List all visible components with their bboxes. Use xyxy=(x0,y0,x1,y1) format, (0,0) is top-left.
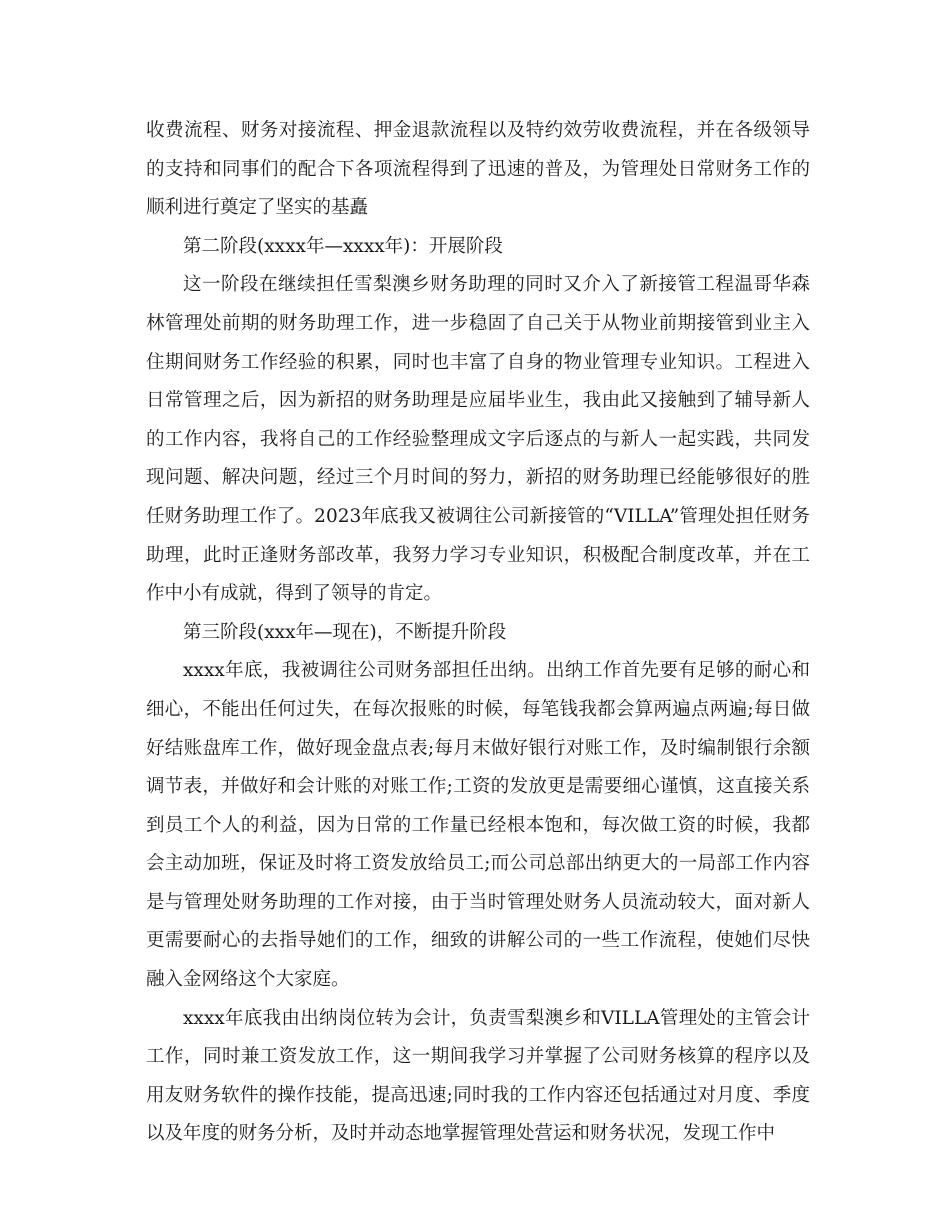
paragraph-accountant: xxxx年底我由出纳岗位转为会计，负责雪梨澳乡和VILLA管理处的主管会计工作，同时兼工资发放工作，这一期间我学习并掌握了公司财务核算的程序以及用友财务软件的操作技能，提高迅速;同时我的工作内容还包括通过对月度、季度以及年度的财务分析，及时并动态地掌握管理处营运和财务状况，发现工作中 xyxy=(146,1007,810,1145)
heading-stage-two: 第二阶段(xxxx年—xxxx年)：开展阶段 xyxy=(183,235,503,257)
paragraph-fee-process: 收费流程、财务对接流程、押金退款流程以及特约效劳收费流程，并在各级领导的支持和同事们的配合下各项流程得到了迅速的普及，为管理处日常财务工作的顺利进行奠定了坚实的基矗 xyxy=(146,120,810,219)
paragraph-cashier: xxxx年底，我被调往公司财务部担任出纳。出纳工作首先要有足够的耐心和细心，不能出任何过失，在每次报账的时候，每笔钱我都会算两遍点两遍;每日做好结账盘库工作，做好现金盘点表;每月末做好银行对账工作，及时编制银行余额调节表，并做好和会计账的对账工作;工资的发放更是需要细心谨慎，这直接关系到员工个人的利益，因为日常的工作量已经根本饱和，每次做工资的时候，我都会主动加班，保证及时将工资发放给员工;而公司总部出纳更大的一局部工作内容是与管理处财务助理的工作对接，由于当时管理处财务人员流动较大，面对新人更需要耐心的去指导她们的工作，细致的讲解公司的一些工作流程，使她们尽快融入金网络这个大家庭。 xyxy=(146,660,810,991)
paragraph-stage-two: 这一阶段在继续担任雪梨澳乡财务助理的同时又介入了新接管工程温哥华森林管理处前期的财务助理工作，进一步稳固了自己关于从物业前期接管到业主入住期间财务工作经验的积累，同时也丰富了自身的物业管理专业知识。工程进入日常管理之后，因为新招的财务助理是应届毕业生，我由此又接触到了辅导新人的工作内容，我将自己的工作经验整理成文字后逐点的与新人一起实践，共同发现问题、解决问题，经过三个月时间的努力，新招的财务助理已经能够很好的胜任财务助理工作了。2023年底我又被调往公司新接管的“VILLA”管理处担任财务助理，此时正逢财务部改革，我努力学习专业知识，积极配合制度改革，并在工作中小有成就，得到了领导的肯定。 xyxy=(146,274,810,605)
document-body xyxy=(146,112,810,1154)
heading-stage-three: 第三阶段(xxx年—现在)，不断提升阶段 xyxy=(183,621,507,643)
